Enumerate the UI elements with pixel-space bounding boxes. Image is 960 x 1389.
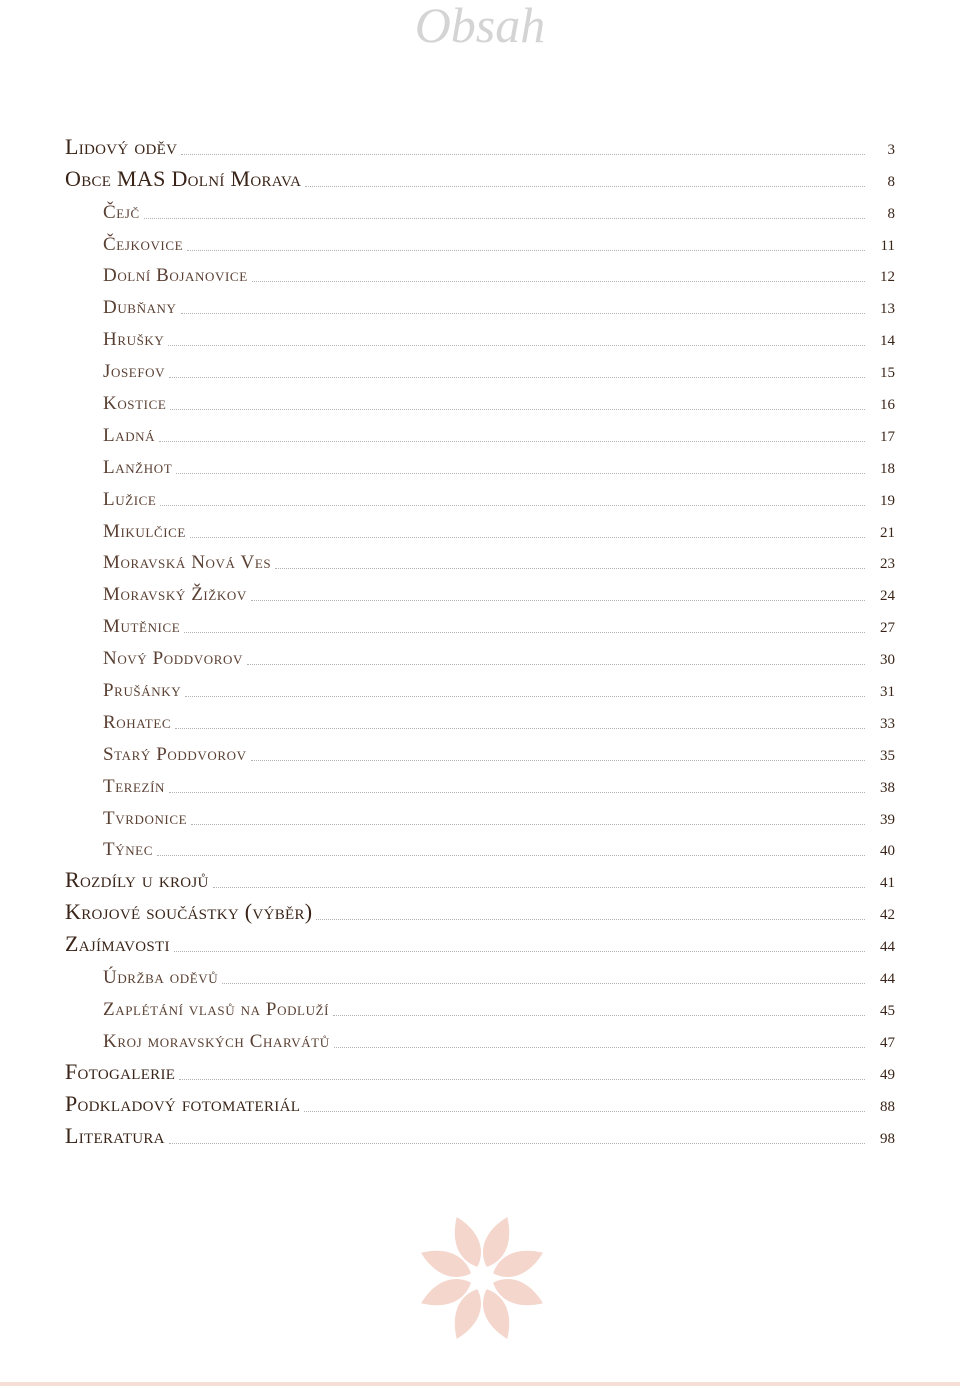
toc-entry-page: 38 bbox=[880, 779, 895, 796]
toc-entry-page: 18 bbox=[880, 460, 895, 477]
toc-entry-label: Moravská Nová Ves bbox=[103, 552, 272, 574]
dot-leader bbox=[316, 918, 865, 920]
dot-leader bbox=[168, 344, 865, 346]
toc-entry-label: Dolní Bojanovice bbox=[103, 265, 248, 287]
toc-entry[interactable] bbox=[0, 1121, 960, 1153]
dot-leader bbox=[222, 982, 865, 984]
toc-entry-label: Mikulčice bbox=[103, 520, 186, 542]
toc-entry-page: 39 bbox=[880, 811, 895, 828]
toc-entry[interactable] bbox=[0, 291, 960, 323]
toc-entry-page: 31 bbox=[880, 684, 895, 701]
dot-leader bbox=[179, 1078, 865, 1080]
toc-entry-page: 23 bbox=[880, 556, 895, 573]
toc-entry[interactable] bbox=[0, 387, 960, 419]
page-title: Obsah bbox=[414, 0, 546, 53]
toc-entry-label: Krojové součástky (výběr) bbox=[65, 899, 313, 925]
dot-leader bbox=[251, 599, 865, 601]
dot-leader bbox=[159, 440, 865, 442]
toc-entry[interactable] bbox=[0, 260, 960, 292]
toc-entry[interactable] bbox=[0, 834, 960, 866]
toc-entry-label: Josefov bbox=[103, 361, 166, 383]
toc-entry-label: Zajímavosti bbox=[65, 931, 170, 957]
dot-leader bbox=[157, 854, 865, 856]
dot-leader bbox=[247, 663, 865, 665]
toc-entry-label: Dubňany bbox=[103, 297, 177, 319]
dot-leader bbox=[184, 631, 865, 633]
toc-entry-page: 41 bbox=[880, 875, 895, 892]
dot-leader bbox=[170, 408, 865, 410]
toc-entry-label: Lužice bbox=[103, 488, 157, 510]
dot-leader bbox=[252, 280, 865, 282]
dot-leader bbox=[305, 185, 865, 187]
toc-entry[interactable] bbox=[0, 961, 960, 993]
toc-entry-label: Čejč bbox=[103, 201, 140, 223]
toc-entry-page: 40 bbox=[880, 843, 895, 860]
toc-entry[interactable] bbox=[0, 738, 960, 770]
toc-entry[interactable] bbox=[0, 419, 960, 451]
dot-leader bbox=[251, 759, 865, 761]
toc-entry[interactable] bbox=[0, 1089, 960, 1121]
toc-entry-label: Lanžhot bbox=[103, 456, 173, 478]
dot-leader bbox=[169, 376, 865, 378]
dot-leader bbox=[181, 153, 865, 155]
toc-entry-label: Kroj moravských Charvátů bbox=[103, 1030, 330, 1052]
toc-entry-page: 12 bbox=[880, 269, 895, 286]
toc-entry-label: Čejkovice bbox=[103, 233, 184, 255]
toc-entry-label: Literatura bbox=[65, 1122, 165, 1148]
dot-leader bbox=[176, 472, 865, 474]
toc-entry[interactable] bbox=[0, 929, 960, 961]
toc-entry-label: Obce MAS Dolní Morava bbox=[65, 165, 302, 191]
toc-entry[interactable] bbox=[0, 610, 960, 642]
dot-leader bbox=[169, 791, 865, 793]
toc-entry-label: Terezín bbox=[103, 775, 166, 797]
toc-entry[interactable] bbox=[0, 323, 960, 355]
toc-entry-label: Lidový oděv bbox=[65, 133, 178, 159]
toc-entry-page: 8 bbox=[887, 205, 895, 222]
toc-entry-page: 19 bbox=[880, 492, 895, 509]
dot-leader bbox=[187, 249, 865, 251]
toc-entry-page: 35 bbox=[880, 747, 895, 764]
dot-leader bbox=[160, 504, 865, 506]
toc-entry[interactable] bbox=[0, 1057, 960, 1089]
dot-leader bbox=[175, 727, 865, 729]
toc-entry-page: 24 bbox=[880, 588, 895, 605]
toc-entry[interactable] bbox=[0, 515, 960, 547]
toc-entry-page: 98 bbox=[880, 1130, 895, 1147]
toc-entry-page: 17 bbox=[880, 428, 895, 445]
dot-leader bbox=[191, 823, 865, 825]
table-of-contents bbox=[0, 132, 960, 1153]
toc-entry-page: 47 bbox=[880, 1034, 895, 1051]
toc-entry-label: Starý Poddvorov bbox=[103, 743, 247, 765]
dot-leader bbox=[185, 695, 865, 697]
toc-entry[interactable] bbox=[0, 355, 960, 387]
toc-entry-label: Kostice bbox=[103, 393, 167, 415]
toc-entry-label: Hrušky bbox=[103, 329, 165, 351]
dot-leader bbox=[304, 1110, 865, 1112]
dot-leader bbox=[174, 950, 865, 952]
toc-entry-page: 3 bbox=[887, 141, 895, 158]
toc-entry[interactable] bbox=[0, 642, 960, 674]
toc-entry-page: 42 bbox=[880, 907, 895, 924]
dot-leader bbox=[181, 312, 865, 314]
toc-entry-page: 14 bbox=[880, 333, 895, 350]
toc-entry[interactable] bbox=[0, 196, 960, 228]
toc-entry-label: Rohatec bbox=[103, 711, 172, 733]
folk-flower-ornament-icon bbox=[412, 1208, 552, 1348]
toc-entry[interactable] bbox=[0, 865, 960, 897]
toc-entry-page: 27 bbox=[880, 620, 895, 637]
toc-entry[interactable] bbox=[0, 802, 960, 834]
toc-entry-label: Ladná bbox=[103, 424, 156, 446]
dot-leader bbox=[169, 1142, 865, 1144]
toc-entry-page: 88 bbox=[880, 1098, 895, 1115]
toc-entry[interactable] bbox=[0, 451, 960, 483]
toc-entry-page: 21 bbox=[880, 524, 895, 541]
toc-entry-label: Týnec bbox=[103, 839, 153, 861]
toc-entry-page: 8 bbox=[887, 173, 895, 190]
toc-entry-page: 33 bbox=[880, 715, 895, 732]
toc-entry[interactable] bbox=[0, 706, 960, 738]
toc-entry[interactable] bbox=[0, 1025, 960, 1057]
toc-entry-page: 15 bbox=[880, 365, 895, 382]
toc-entry-page: 44 bbox=[880, 939, 895, 956]
toc-entry[interactable] bbox=[0, 993, 960, 1025]
toc-entry-label: Mutěnice bbox=[103, 616, 181, 638]
bottom-rule bbox=[0, 1382, 960, 1386]
toc-entry[interactable] bbox=[0, 578, 960, 610]
toc-entry-page: 13 bbox=[880, 301, 895, 318]
toc-entry-label: Zaplétání vlasů na Podluží bbox=[103, 998, 330, 1020]
toc-entry-page: 45 bbox=[880, 1002, 895, 1019]
toc-entry[interactable] bbox=[0, 897, 960, 929]
toc-entry[interactable] bbox=[0, 547, 960, 579]
toc-entry[interactable] bbox=[0, 483, 960, 515]
toc-entry[interactable] bbox=[0, 164, 960, 196]
toc-entry-label: Moravský Žižkov bbox=[103, 584, 247, 606]
toc-entry[interactable] bbox=[0, 132, 960, 164]
dot-leader bbox=[333, 1014, 865, 1016]
toc-entry[interactable] bbox=[0, 674, 960, 706]
dot-leader bbox=[144, 217, 865, 219]
dot-leader bbox=[334, 1046, 865, 1048]
dot-leader bbox=[275, 567, 865, 569]
toc-entry-page: 11 bbox=[880, 237, 895, 254]
toc-entry-page: 44 bbox=[880, 971, 895, 988]
dot-leader bbox=[190, 536, 865, 538]
toc-entry-label: Rozdíly u krojů bbox=[65, 867, 209, 893]
toc-entry-page: 30 bbox=[880, 652, 895, 669]
toc-entry-label: Tvrdonice bbox=[103, 807, 188, 829]
toc-entry[interactable] bbox=[0, 228, 960, 260]
toc-entry-label: Podkladový fotomateriál bbox=[65, 1090, 301, 1116]
toc-entry-label: Prušánky bbox=[103, 680, 182, 702]
toc-entry[interactable] bbox=[0, 770, 960, 802]
toc-entry-label: Fotogalerie bbox=[65, 1058, 176, 1084]
toc-entry-page: 16 bbox=[880, 397, 895, 414]
toc-entry-label: Nový Poddvorov bbox=[103, 648, 243, 670]
toc-entry-page: 49 bbox=[880, 1066, 895, 1083]
dot-leader bbox=[213, 886, 865, 888]
toc-entry-label: Údržba oděvů bbox=[103, 967, 219, 989]
